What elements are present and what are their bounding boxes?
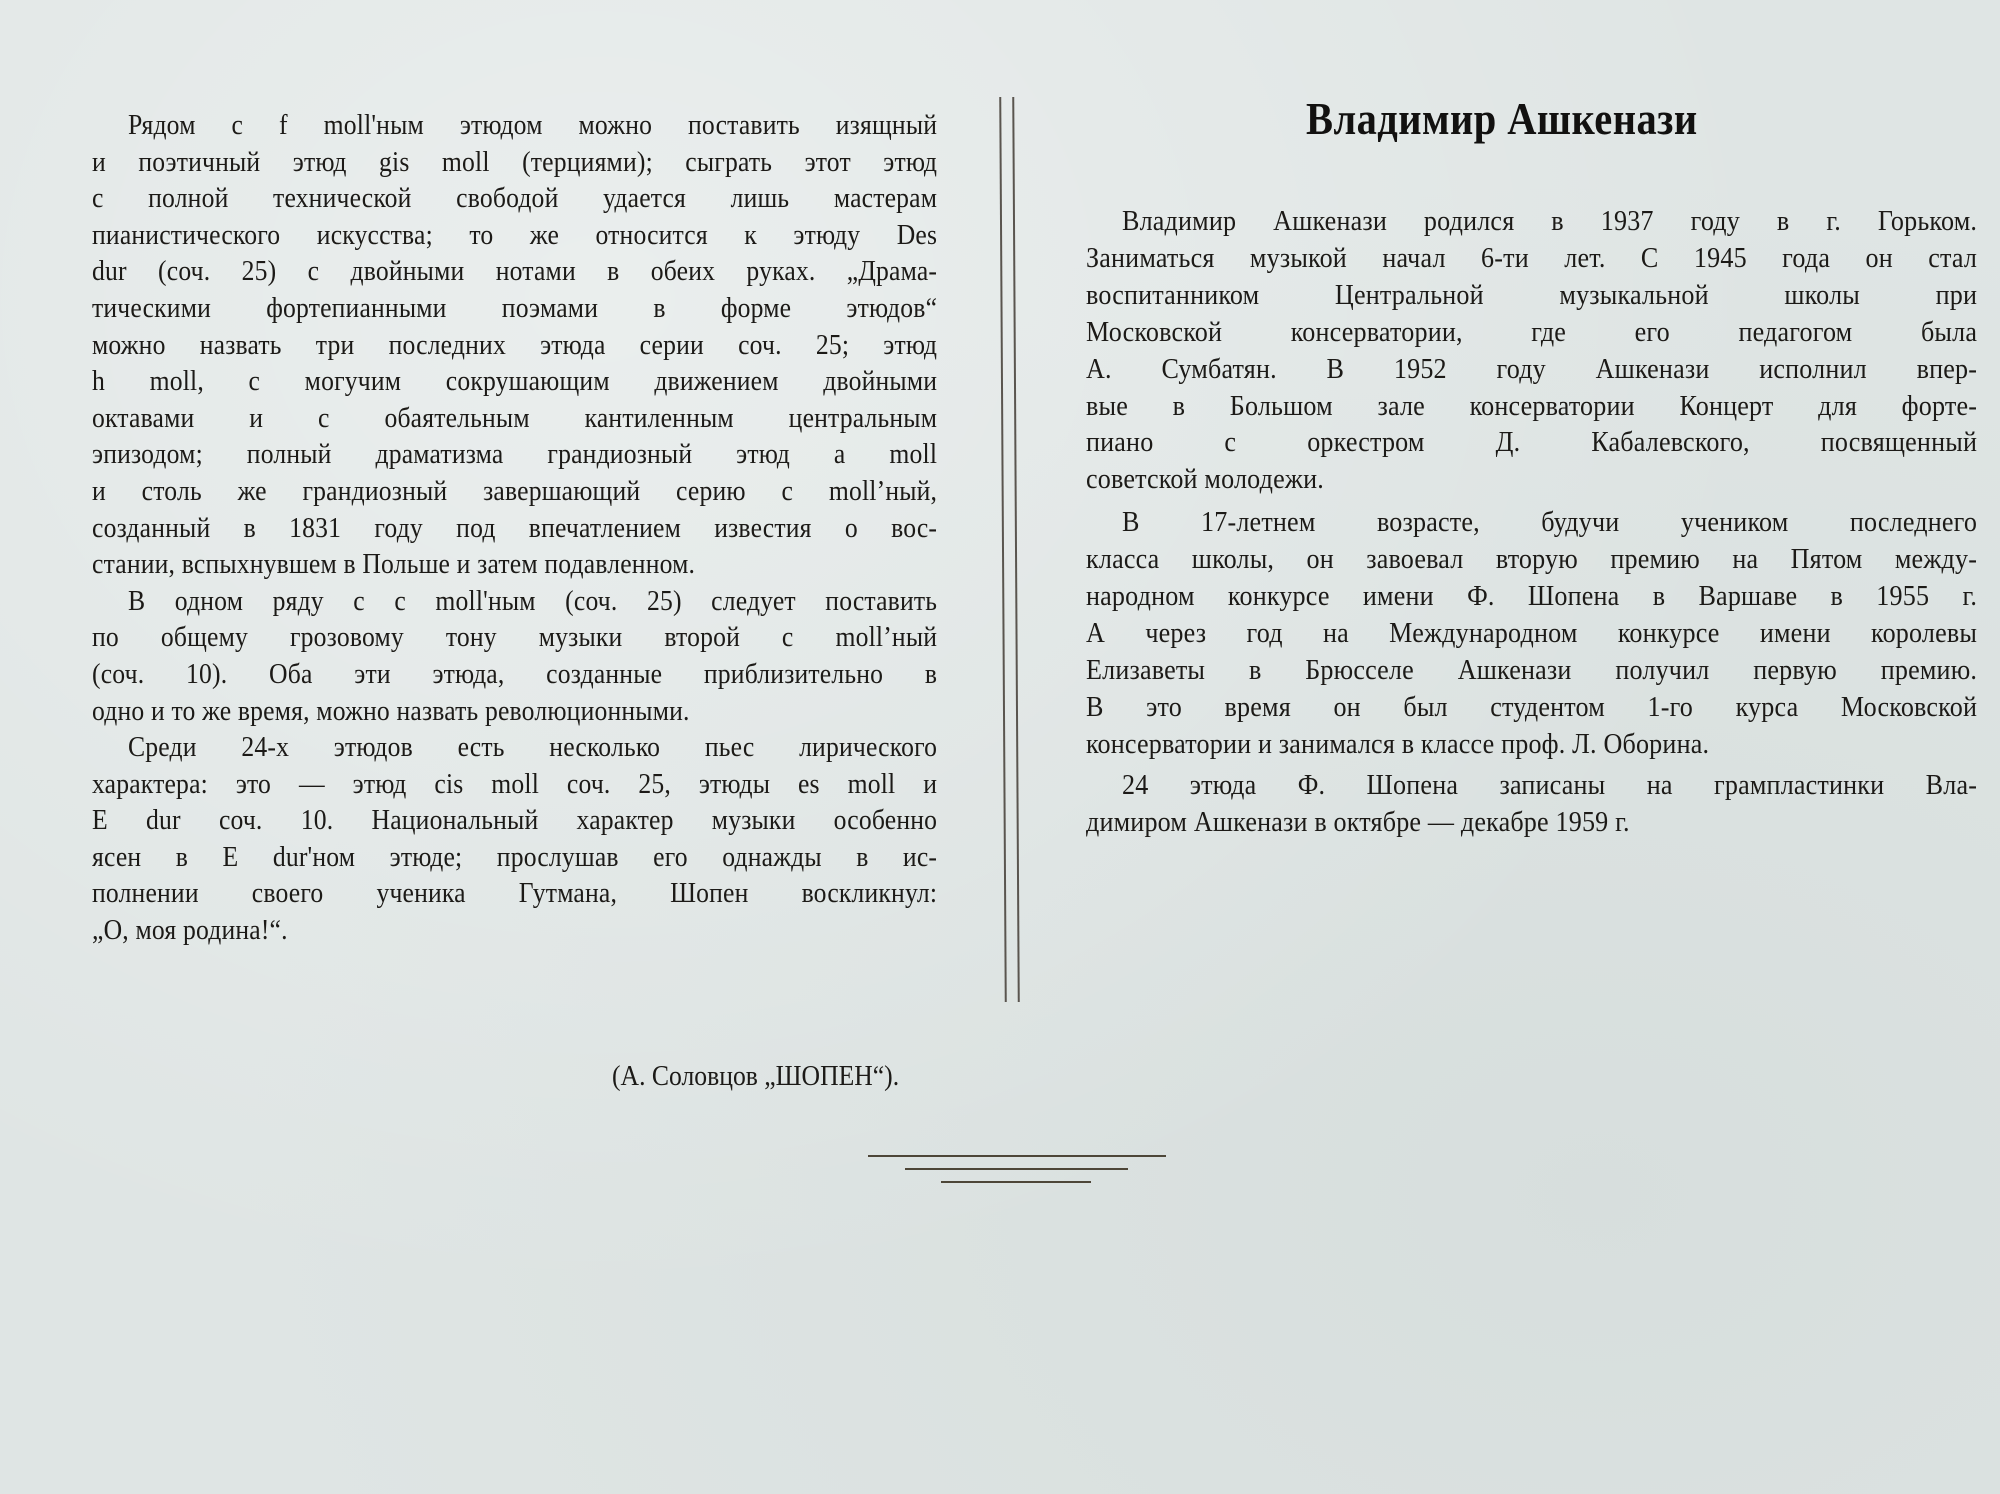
text-line: пианистического искусства; то же относится к этюду Des [92, 219, 938, 251]
text-line: можно назвать три последних этюда серии соч. 25; этюд [92, 329, 938, 361]
text-line: народном конкурсе имени Ф. Шопена в Варшаве в 1955 г. [1086, 580, 1978, 613]
text-line: димиром Ашкенази в октябре — декабре 1959 г. [1086, 805, 1630, 838]
text-line: Рядом с f moll'ным этюдом можно поставить изящный [128, 110, 938, 141]
decorative-rules-ornament [868, 1150, 1168, 1190]
text-line: эпизодом; полный драматизма грандиозный этюд a moll [92, 439, 938, 471]
text-line: А через год на Международном конкурсе имени королевы [1086, 616, 1978, 649]
text-line: класса школы, он завоевал вторую премию на Пятом между- [1086, 543, 1978, 576]
left-paragraph-1 [92, 108, 937, 584]
left-paragraph-3 [92, 730, 937, 950]
text-line: Среди 24-х этюдов есть несколько пьес лирического [128, 732, 938, 764]
text-line: dur (соч. 25) с двойными нотами в обеих руках. „Драма- [92, 256, 938, 288]
text-line: h moll, с могучим сокрушающим движением двойными [92, 366, 938, 398]
text-line: В одном ряду с с moll'ным (соч. 25) следует поставить [128, 585, 938, 617]
right-column [1086, 203, 1978, 840]
text-line: с полной технической свободой удается лишь мастерам [92, 183, 938, 215]
text-line: характера: это — этюд cis moll соч. 25, этюды es moll и [92, 768, 938, 800]
right-paragraph-1 [1086, 203, 1977, 498]
text-line: одно и то же время, можно назвать революционными. [92, 695, 690, 727]
text-line: полнении своего ученика Гутмана, Шопен воскликнул: [92, 878, 938, 910]
text-line: ясен в E dur'ном этюде; прослушав его однажды в ис- [92, 841, 938, 873]
text-line: воспитанником Центральной музыкальной школы при [1086, 278, 1978, 311]
text-line: Владимир Ашкенази родился в 1937 году в г. Горьком. [1122, 205, 1978, 237]
text-line: Елизаветы в Брюсселе Ашкенази получил первую премию. [1086, 653, 1978, 686]
left-column [92, 108, 938, 1092]
text-line: советской молодежи. [1086, 463, 1324, 496]
column-divider-line [999, 97, 1007, 1002]
text-line: E dur соч. 10. Национальный характер музыки особенно [92, 805, 938, 837]
text-line: и столь же грандиозный завершающий серию с moll’ный, [92, 475, 938, 507]
text-line: октавами и с обаятельным кантиленным центральным [92, 402, 938, 434]
text-line: А. Сумбатян. В 1952 году Ашкенази исполнил впер- [1086, 352, 1978, 385]
left-paragraph-2 [92, 584, 937, 730]
ornament-rule [905, 1168, 1128, 1170]
text-line: созданный в 1831 году под впечатлением известия о вос- [92, 512, 938, 544]
text-line: и поэтичный этюд gis moll (терциями); сыграть этот этюд [92, 146, 938, 178]
text-line: В это время он был студентом 1-го курса Московской [1086, 690, 1978, 723]
text-line: стании, вспыхнувшем в Польше и затем подавленном. [92, 549, 696, 581]
text-line: 24 этюда Ф. Шопена записаны на грампластинки Вла- [1122, 768, 1978, 801]
text-line: Московской консерватории, где его педагогом была [1086, 315, 1978, 348]
text-line: пиано с оркестром Д. Кабалевского, посвященный [1086, 426, 1978, 459]
right-paragraph-2 [1086, 504, 1977, 762]
text-line: консерватории и занимался в классе проф. Л. Оборина. [1086, 727, 1710, 760]
attribution: (А. Соловцов „ШОПЕН“). [612, 1061, 900, 1092]
text-line: по общему грозовому тону музыки второй с moll’ный [92, 622, 938, 654]
page-title: Владимир Ашкенази [1306, 93, 1698, 144]
ornament-rule [941, 1181, 1091, 1183]
text-line: (соч. 10). Оба эти этюда, созданные приблизительно в [92, 658, 938, 690]
text-line: В 17-летнем возрасте, будучи учеником последнего [1122, 506, 1978, 539]
right-paragraph-3 [1086, 767, 1977, 841]
text-line: тическими фортепианными поэмами в форме этюдов“ [92, 292, 938, 324]
text-line: „О, моя родина!“. [92, 915, 288, 947]
ornament-rule [868, 1155, 1166, 1157]
column-divider-line [1012, 97, 1020, 1002]
text-line: вые в Большом зале консерватории Концерт для форте- [1086, 389, 1978, 422]
text-line: Заниматься музыкой начал 6-ти лет. С 1945 года он стал [1086, 241, 1978, 274]
